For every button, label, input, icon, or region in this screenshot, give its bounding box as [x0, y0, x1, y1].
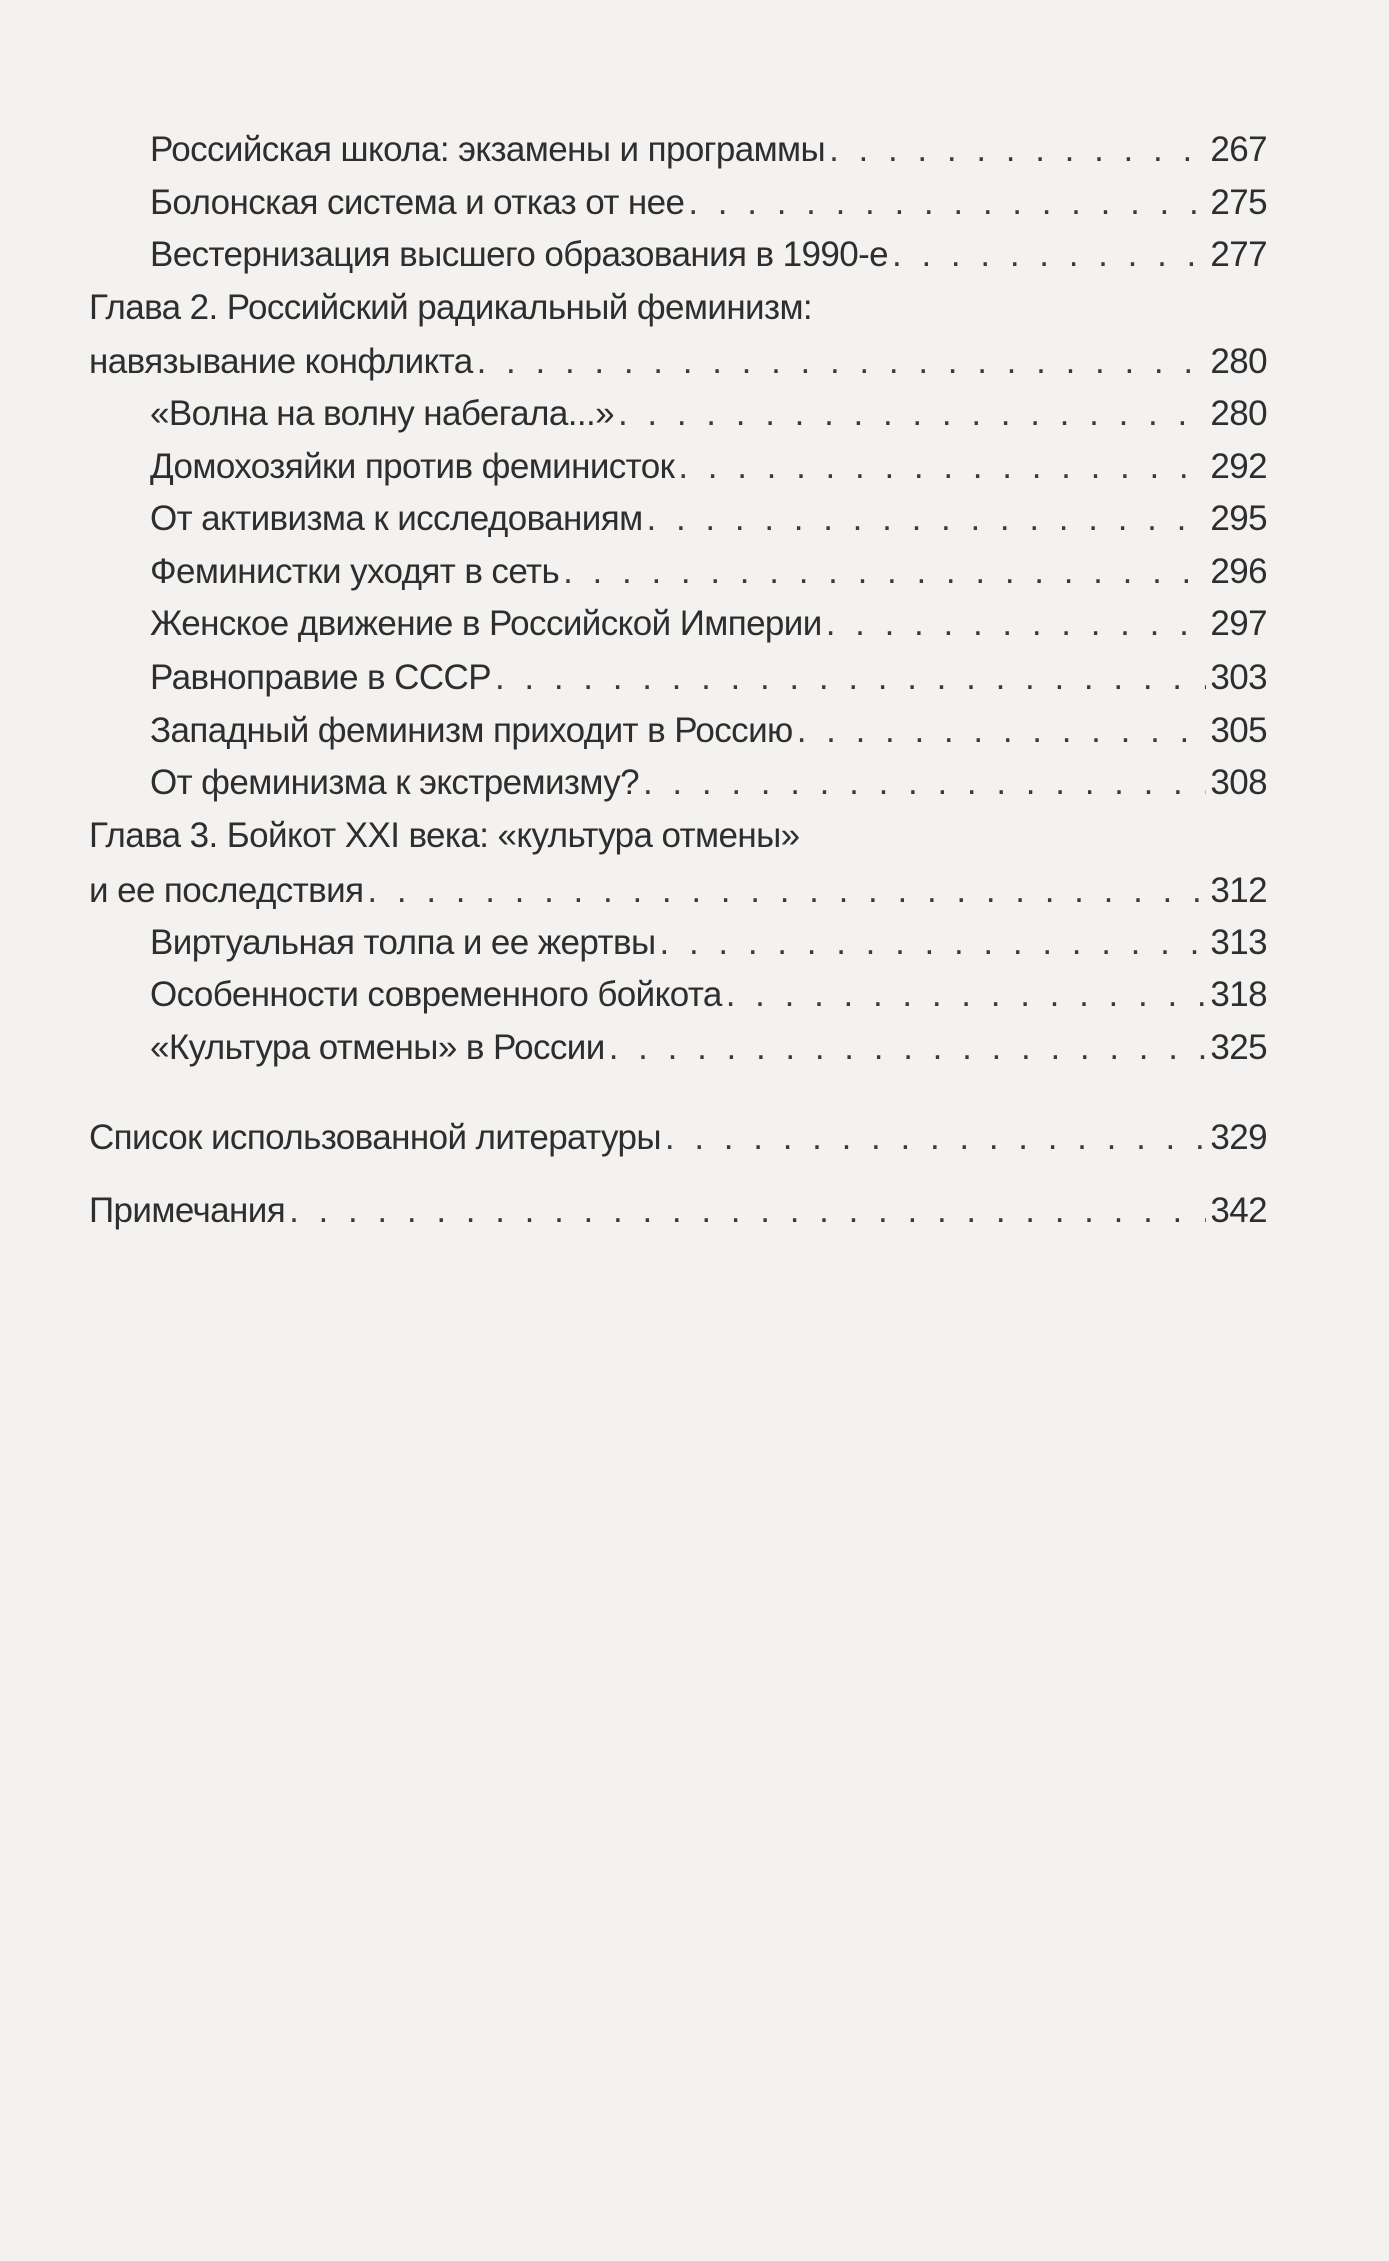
toc-entry: [89, 869, 1267, 913]
toc-entry: [150, 1026, 1267, 1070]
toc-entry-title: От активизма к исследованиям: [150, 499, 643, 538]
toc-entry: [150, 602, 1267, 646]
toc-entry: [89, 1189, 1267, 1233]
toc-entry: [150, 973, 1267, 1017]
toc-entry-page: 329: [1210, 1118, 1267, 1157]
leader-dots: [367, 869, 1206, 913]
toc-entry-title: Феминистки уходят в сеть: [150, 552, 560, 591]
toc-entry-title: Домохозяйки против феминисток: [150, 447, 675, 486]
toc-entry-title: Примечания: [89, 1191, 286, 1230]
toc-entry-page: 325: [1210, 1028, 1267, 1067]
toc-entry-title: «Волна на волну набегала...»: [150, 394, 614, 433]
toc-entry-page: 296: [1210, 552, 1267, 591]
toc-entry-page: 312: [1210, 871, 1267, 910]
toc-entry-page: 303: [1210, 658, 1267, 697]
leader-dots: [618, 392, 1206, 436]
toc-entry: [150, 656, 1267, 700]
toc-entry-page: 295: [1210, 499, 1267, 538]
leader-dots: [797, 709, 1207, 753]
toc-entry-page: 297: [1210, 604, 1267, 643]
toc-entry-page: 267: [1210, 130, 1267, 169]
leader-dots: [688, 181, 1206, 225]
toc-entry-page: 342: [1210, 1191, 1267, 1230]
toc-entry: [150, 497, 1267, 541]
toc-entry-title: Глава 2. Российский радикальный феминизм:: [89, 288, 813, 327]
toc-entry: [89, 1116, 1267, 1160]
leader-dots: [665, 1116, 1206, 1160]
leader-dots: [609, 1026, 1207, 1070]
toc-entry-title: Равноправие в СССР: [150, 658, 491, 697]
toc-entry-title: Болонская система и отказ от нее: [150, 183, 685, 222]
toc-entry-page: 305: [1210, 711, 1267, 750]
leader-dots: [477, 340, 1207, 384]
toc-chapter-heading: [89, 286, 1267, 330]
toc-entry-page: 292: [1210, 447, 1267, 486]
leader-dots: [495, 656, 1206, 700]
toc-entry-page: 280: [1210, 394, 1267, 433]
leader-dots: [829, 128, 1206, 172]
toc-entry-page: 277: [1210, 235, 1267, 274]
toc-entry-title: Женское движение в Российской Империи: [150, 604, 822, 643]
toc-entry-title: Особенности современного бойкота: [150, 975, 722, 1014]
leader-dots: [289, 1189, 1206, 1233]
toc-entry-title: «Культура отмены» в России: [150, 1028, 605, 1067]
toc-entry-title: От феминизма к экстремизму?: [150, 763, 639, 802]
toc-entry-page: 280: [1210, 342, 1267, 381]
toc-entry: [150, 128, 1267, 172]
leader-dots: [660, 921, 1207, 965]
leader-dots: [678, 445, 1206, 489]
toc-entry-page: 318: [1210, 975, 1267, 1014]
leader-dots: [826, 602, 1207, 646]
toc-entry-title: Виртуальная толпа и ее жертвы: [150, 923, 656, 962]
toc-entry-title: и ее последствия: [89, 871, 364, 910]
toc-entry: [150, 921, 1267, 965]
leader-dots: [892, 233, 1206, 277]
toc-entry-page: 308: [1210, 763, 1267, 802]
toc-entry-title: Западный феминизм приходит в Россию: [150, 711, 793, 750]
toc-entry: [150, 392, 1267, 436]
toc-entry-title: Российская школа: экзамены и программы: [150, 130, 826, 169]
toc-entry-page: 275: [1210, 183, 1267, 222]
toc-chapter-heading: [89, 814, 1267, 858]
toc-entry-title: навязывание конфликта: [89, 342, 473, 381]
toc-entry: [150, 181, 1267, 225]
toc-entry: [150, 709, 1267, 753]
toc-entry: [89, 340, 1267, 384]
leader-dots: [643, 761, 1206, 805]
toc-entry-title: Глава 3. Бойкот XXI века: «культура отмены»: [89, 816, 800, 855]
toc-entry: [150, 233, 1267, 277]
toc-entry-title: Список использованной литературы: [89, 1118, 661, 1157]
toc-entry: [150, 445, 1267, 489]
leader-dots: [726, 973, 1207, 1017]
toc-entry: [150, 761, 1267, 805]
toc-entry-title: Вестернизация высшего образования в 1990-е: [150, 235, 889, 274]
toc-entry: [150, 550, 1267, 594]
leader-dots: [647, 497, 1207, 541]
toc-entry-page: 313: [1210, 923, 1267, 962]
leader-dots: [563, 550, 1206, 594]
